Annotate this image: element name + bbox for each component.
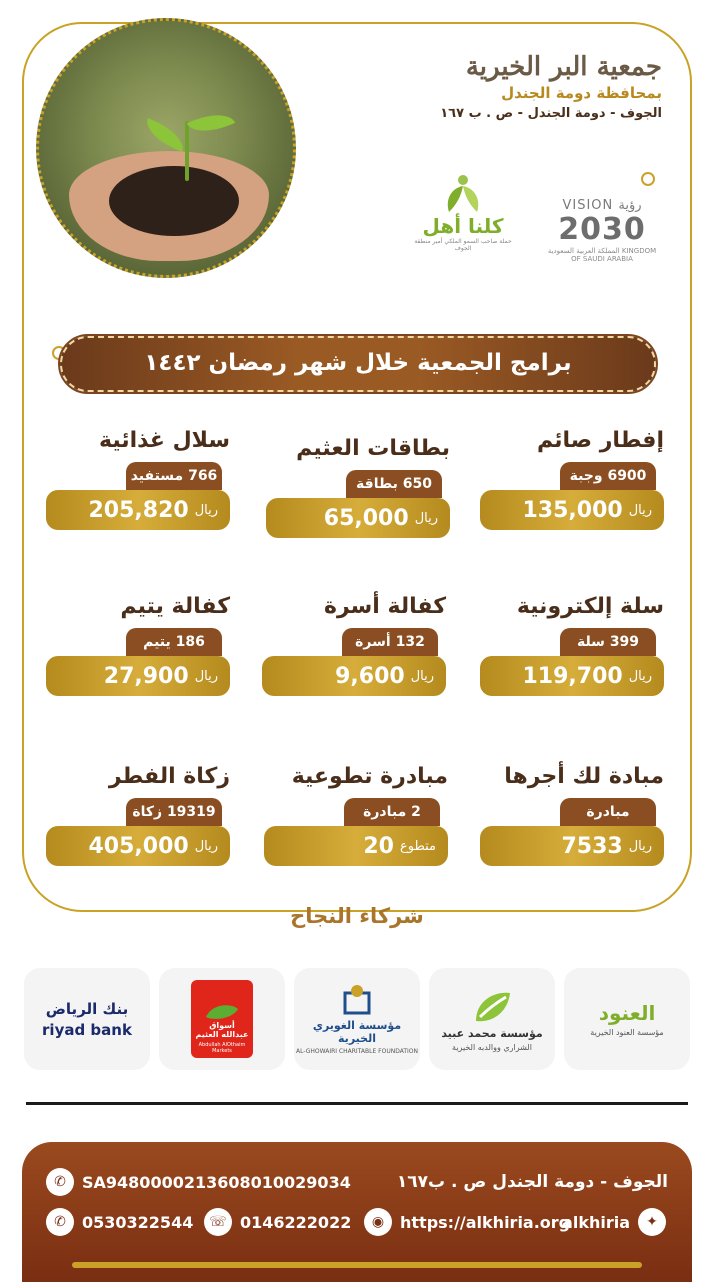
partner-logo-alanoud[interactable]: العنود مؤسسة العنود الخيرية [564, 968, 690, 1070]
bank-icon: ✆ [46, 1168, 74, 1196]
footer-iban: ✆ SA9480000213608010029034 [46, 1168, 351, 1196]
program-title: مبادرة تطوعية [291, 764, 448, 789]
sprout-leaf [187, 105, 235, 142]
program-title: كفالة أسرة [324, 594, 446, 619]
program-card [480, 764, 664, 866]
program-title: مبادة لك أجرها [504, 764, 664, 789]
partner-logo-othaim[interactable] [159, 968, 285, 1070]
program-card [46, 594, 230, 696]
footer-website[interactable]: ◉ https://alkhiria.org [364, 1208, 570, 1236]
program-amount: ريال 7533 [480, 826, 664, 866]
program-title: كفالة يتيم [120, 594, 230, 619]
twitter-icon: ✦ [638, 1208, 666, 1236]
phone-icon: ✆ [46, 1208, 74, 1236]
othaim-badge: أسواق عبدالله العثيم Abdullah AlOthaim Markets [191, 980, 253, 1058]
program-card [46, 764, 230, 866]
program-card [264, 764, 448, 866]
globe-icon: ◉ [364, 1208, 392, 1236]
program-card [46, 428, 230, 530]
program-amount: ريال 135,000 [480, 490, 664, 530]
footer [22, 1142, 692, 1282]
program-amount: متطوع 20 [264, 826, 448, 866]
footer-phone[interactable]: ☏ 0146222022 [204, 1208, 351, 1236]
org-address: الجوف - دومة الجندل - ص . ب ١٦٧ [440, 106, 662, 121]
program-amount: ريال 405,000 [46, 826, 230, 866]
vision-2030-logo: VISION رؤية 2030 المملكة العربية السعودية KINGDOM OF SAUDI ARABIA [547, 198, 657, 263]
program-count: 2 مبادرة [344, 798, 440, 826]
whatsapp-icon: ☏ [204, 1208, 232, 1236]
program-count: 132 أسرة [342, 628, 438, 656]
footer-mobile[interactable]: ✆ 0530322544 [46, 1208, 193, 1236]
divider [26, 1102, 688, 1105]
program-count: مبادرة [560, 798, 656, 826]
frame-ornament [641, 172, 655, 186]
sprout-leaf [141, 118, 189, 152]
foundation-emblem-icon [337, 983, 377, 1019]
program-count: 650 بطاقة [346, 470, 442, 498]
program-title: بطاقات العثيم [296, 436, 450, 461]
partners-title: شركاء النجاح [290, 904, 424, 928]
program-amount: ريال 65,000 [266, 498, 450, 538]
sprout-stem [185, 121, 189, 181]
leaf-logo-icon [470, 987, 514, 1027]
footer-stripe [72, 1262, 642, 1268]
program-title: سلال غذائية [99, 428, 230, 453]
partner-logo-riyad-bank[interactable]: بنك الرياض riyad bank [24, 968, 150, 1070]
partner-logo-alghowairi[interactable]: مؤسسة الغويري الخيرية AL-GHOWAIRI CHARITABLE FOUNDATION [294, 968, 420, 1070]
soil-shape [109, 166, 239, 236]
leaf-person-icon [441, 172, 485, 216]
program-count: 19319 زكاة [126, 798, 222, 826]
footer-address: الجوف - دومة الجندل ص . ب١٦٧ [396, 1172, 668, 1192]
program-count: 6900 وجبة [560, 462, 656, 490]
program-card [480, 594, 664, 696]
org-sub: بمحافظة دومة الجندل [501, 84, 662, 102]
program-count: 766 مستفيد [126, 462, 222, 490]
program-card [480, 428, 664, 530]
org-name: جمعية البر الخيرية [465, 52, 662, 82]
footer-twitter[interactable]: alkhiria ✦ [562, 1208, 666, 1236]
programs-banner: برامج الجمعية خلال شهر رمضان ١٤٤٢ [60, 336, 656, 392]
org-logo [412, 52, 662, 121]
kulluna-ahl-logo: كلنا أهل حملة صاحب السمو الملكي أمير منطقة الجوف [408, 172, 518, 252]
program-amount: ريال 205,820 [46, 490, 230, 530]
leaf-icon [202, 1001, 242, 1021]
program-amount: ريال 9,600 [262, 656, 446, 696]
program-count: 399 سلة [560, 628, 656, 656]
program-amount: ريال 119,700 [480, 656, 664, 696]
hero-photo-plant-in-hands [36, 18, 296, 278]
program-title: سلة إلكترونية [516, 594, 664, 619]
partner-logo-mohammed-obaid[interactable]: مؤسسة محمد عبيد الشراري ووالدبه الخيرية [429, 968, 555, 1070]
program-title: إفطار صائم [537, 428, 664, 453]
program-card [262, 594, 446, 696]
program-amount: ريال 27,900 [46, 656, 230, 696]
program-card [266, 436, 450, 538]
program-title: زكاة الفطر [108, 764, 230, 789]
program-count: 186 يتيم [126, 628, 222, 656]
